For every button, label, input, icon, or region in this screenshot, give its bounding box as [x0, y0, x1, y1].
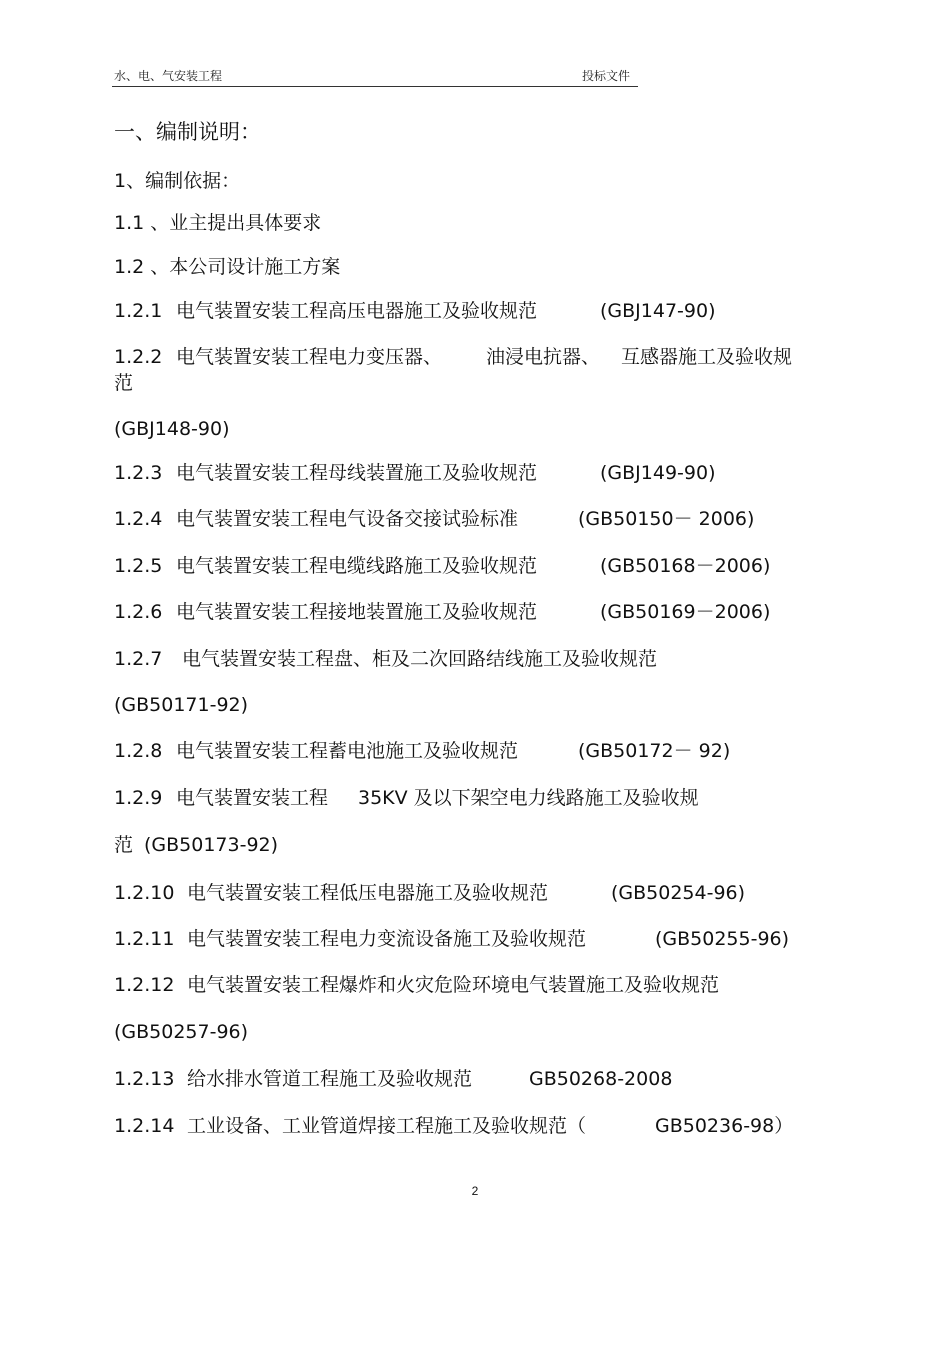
item-number: 1.2.7 [114, 648, 163, 670]
list-item [114, 648, 657, 670]
item-code: (GB50255-96) [655, 928, 790, 950]
item-text: 电气装置安装工程盘、柜及二次回路结线施工及验收规范 [182, 648, 658, 670]
item-code: (GBJ147-90) [600, 300, 716, 322]
header-right-title: 投标文件 [582, 69, 631, 83]
item-number: 1.2.5 [114, 555, 163, 577]
item-number: 1.1 [114, 212, 145, 234]
item-text: 、本公司设计施工方案 [150, 256, 341, 278]
item-number: 1.2.6 [114, 601, 163, 623]
item-code: (GB50171-92) [114, 694, 249, 716]
item-text-3: 互感器施工及验收规 [621, 346, 793, 368]
list-item [114, 462, 715, 484]
list-item [114, 882, 745, 904]
item-number: 1.2.4 [114, 508, 163, 530]
item-continuation: 范 [114, 834, 134, 856]
item-code: GB50268-2008 [529, 1068, 673, 1090]
item-code: (GB50150－ 2006) [578, 508, 755, 530]
list-item [114, 928, 789, 950]
item-code: (GB50173-92) [144, 834, 279, 856]
item-text: 电气装置安装工程接地装置施工及验收规范 [176, 601, 538, 623]
item-code: (GB50254-96) [611, 882, 746, 904]
item-code: (GB50169－2006) [600, 601, 771, 623]
item-code: (GB50172－ 92) [578, 740, 731, 762]
list-item [114, 1115, 793, 1137]
list-item [114, 974, 719, 996]
item-text: 电气装置安装工程电力变流设备施工及验收规范 [187, 928, 587, 950]
item-number: 1.2.9 [114, 787, 163, 809]
item-text-2: 35KV 及以下架空电力线路施工及验收规 [358, 787, 699, 809]
item-number: 1.2.2 [114, 346, 163, 368]
item-number: 1.2.3 [114, 462, 163, 484]
item-code: (GBJ148-90) [114, 418, 230, 440]
item-number: 1.2.1 [114, 300, 163, 322]
item-number: 1.2.14 [114, 1115, 175, 1137]
list-item-continuation [114, 834, 278, 856]
header-left-title: 水、电、气安装工程 [114, 69, 223, 83]
item-text: 电气装置安装工程爆炸和火灾危险环境电气装置施工及验收规范 [187, 974, 720, 996]
item-text: 电气装置安装工程低压电器施工及验收规范 [187, 882, 549, 904]
list-item [114, 346, 792, 368]
list-item [114, 300, 715, 322]
item-text: 电气装置安装工程 [176, 787, 329, 809]
item-code: (GB50168－2006) [600, 555, 771, 577]
page-number: 2 [471, 1184, 479, 1198]
subsection-title: 1、编制依据： [114, 170, 241, 192]
item-text-2: 油浸电抗器、 [486, 346, 601, 368]
list-item [114, 740, 730, 762]
item-text: 、业主提出具体要求 [150, 212, 322, 234]
item-continuation: 范 [114, 372, 134, 394]
list-item [114, 212, 321, 234]
list-item [114, 508, 754, 530]
section-title: 一、编制说明： [114, 120, 261, 144]
item-code: (GB50257-96) [114, 1021, 249, 1043]
item-number: 1.2.12 [114, 974, 175, 996]
list-item [114, 256, 340, 278]
item-number: 1.2.11 [114, 928, 175, 950]
item-number: 1.2 [114, 256, 145, 278]
item-text: 电气装置安装工程母线装置施工及验收规范 [176, 462, 538, 484]
header-divider [112, 86, 638, 87]
item-text: 电气装置安装工程高压电器施工及验收规范 [176, 300, 538, 322]
item-number: 1.2.8 [114, 740, 163, 762]
item-text: 电气装置安装工程蓄电池施工及验收规范 [176, 740, 519, 762]
item-text: 电气装置安装工程电力变压器、 [176, 346, 443, 368]
item-number: 1.2.13 [114, 1068, 175, 1090]
item-code: (GBJ149-90) [600, 462, 716, 484]
list-item [114, 555, 770, 577]
item-code: GB50236-98） [655, 1115, 794, 1137]
item-text: 电气装置安装工程电缆线路施工及验收规范 [176, 555, 538, 577]
item-text: 工业设备、工业管道焊接工程施工及验收规范（ [187, 1115, 587, 1137]
item-text: 给水排水管道工程施工及验收规范 [187, 1068, 473, 1090]
list-item [114, 601, 770, 623]
item-text: 电气装置安装工程电气设备交接试验标准 [176, 508, 519, 530]
list-item [114, 787, 699, 809]
item-number: 1.2.10 [114, 882, 175, 904]
list-item [114, 1068, 672, 1090]
